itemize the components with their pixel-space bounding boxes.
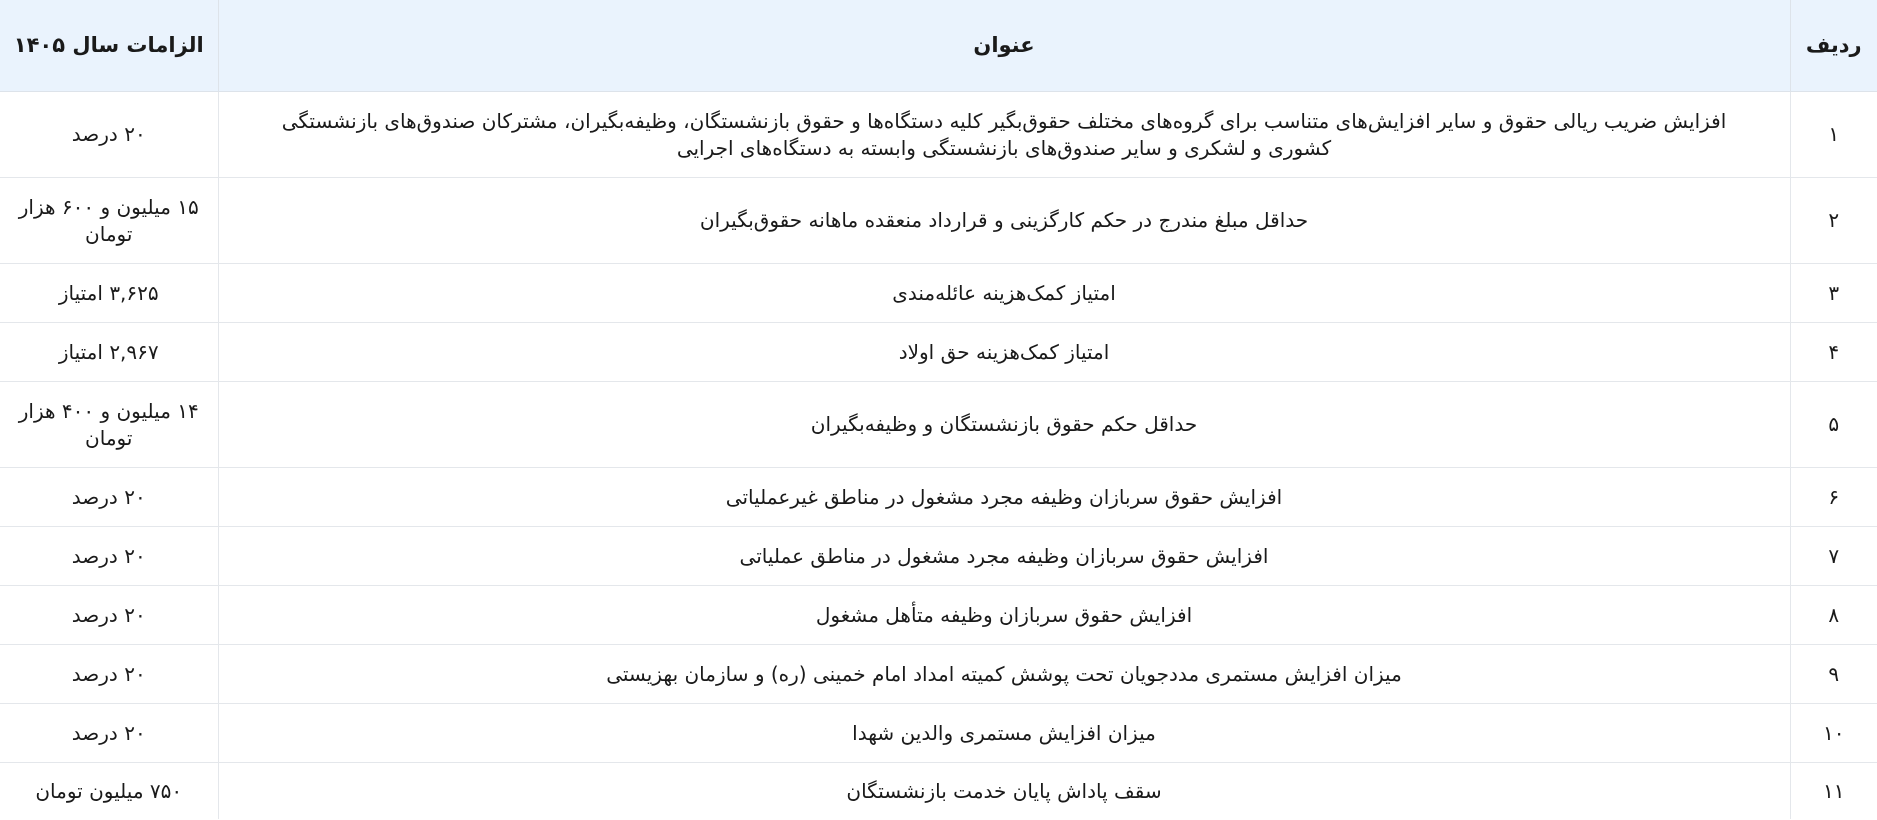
table-row bbox=[0, 92, 1877, 178]
row-number: ۱ bbox=[1790, 92, 1877, 178]
header-requirement: الزامات سال ۱۴۰۵ bbox=[0, 0, 218, 92]
table-row bbox=[0, 382, 1877, 468]
table-row bbox=[0, 704, 1877, 763]
table-row bbox=[0, 323, 1877, 382]
row-requirement: ۱۴ میلیون و ۴۰۰ هزار تومان bbox=[0, 382, 218, 468]
row-title: افزایش ضریب ریالی حقوق و سایر افزایش‌های متناسب برای گروه‌های مختلف حقوق‌بگیر کلیه دستگاه‌ها و حقوق بازنشستگان، وظیفه‌بگیران، مشترکان صندوق‌های بازنشستگی کشوری و لشکری و سایر صندوق‌های بازنشستگی وابسته به دستگاه‌های اجرایی bbox=[218, 92, 1790, 178]
table-row bbox=[0, 468, 1877, 527]
row-number: ۴ bbox=[1790, 323, 1877, 382]
row-number: ۱۰ bbox=[1790, 704, 1877, 763]
row-requirement: ۲۰ درصد bbox=[0, 586, 218, 645]
row-number: ۳ bbox=[1790, 264, 1877, 323]
header-title: عنوان bbox=[218, 0, 1790, 92]
row-title: امتیاز کمک‌هزینه عائله‌مندی bbox=[218, 264, 1790, 323]
row-requirement: ۳,۶۲۵ امتیاز bbox=[0, 264, 218, 323]
row-number: ۸ bbox=[1790, 586, 1877, 645]
row-title: حداقل مبلغ مندرج در حکم کارگزینی و قرارداد منعقده ماهانه حقوق‌بگیران bbox=[218, 178, 1790, 264]
row-number: ۹ bbox=[1790, 645, 1877, 704]
table-row bbox=[0, 264, 1877, 323]
row-requirement: ۲۰ درصد bbox=[0, 704, 218, 763]
table-row bbox=[0, 178, 1877, 264]
row-number: ۲ bbox=[1790, 178, 1877, 264]
row-requirement: ۱۵ میلیون و ۶۰۰ هزار تومان bbox=[0, 178, 218, 264]
row-title: حداقل حکم حقوق بازنشستگان و وظیفه‌بگیران bbox=[218, 382, 1790, 468]
row-requirement: ۲,۹۶۷ امتیاز bbox=[0, 323, 218, 382]
row-title: میزان افزایش مستمری والدین شهدا bbox=[218, 704, 1790, 763]
table-row bbox=[0, 586, 1877, 645]
table-row bbox=[0, 645, 1877, 704]
row-number: ۱۱ bbox=[1790, 763, 1877, 820]
row-requirement: ۲۰ درصد bbox=[0, 527, 218, 586]
table-row bbox=[0, 763, 1877, 820]
row-requirement: ۲۰ درصد bbox=[0, 92, 218, 178]
row-title: افزایش حقوق سربازان وظیفه مجرد مشغول در مناطق غیرعملیاتی bbox=[218, 468, 1790, 527]
row-requirement: ۷۵۰ میلیون تومان bbox=[0, 763, 218, 820]
row-title: میزان افزایش مستمری مددجویان تحت پوشش کمیته امداد امام خمینی (ره) و سازمان بهزیستی bbox=[218, 645, 1790, 704]
row-title: افزایش حقوق سربازان وظیفه مجرد مشغول در مناطق عملیاتی bbox=[218, 527, 1790, 586]
row-title: امتیاز کمک‌هزینه حق اولاد bbox=[218, 323, 1790, 382]
row-requirement: ۲۰ درصد bbox=[0, 468, 218, 527]
table-header-row bbox=[0, 0, 1877, 92]
row-number: ۵ bbox=[1790, 382, 1877, 468]
row-requirement: ۲۰ درصد bbox=[0, 645, 218, 704]
row-title: افزایش حقوق سربازان وظیفه متأهل مشغول bbox=[218, 586, 1790, 645]
table-row bbox=[0, 527, 1877, 586]
row-number: ۷ bbox=[1790, 527, 1877, 586]
header-row-number: ردیف bbox=[1790, 0, 1877, 92]
row-title: سقف پاداش پایان خدمت بازنشستگان bbox=[218, 763, 1790, 820]
row-number: ۶ bbox=[1790, 468, 1877, 527]
